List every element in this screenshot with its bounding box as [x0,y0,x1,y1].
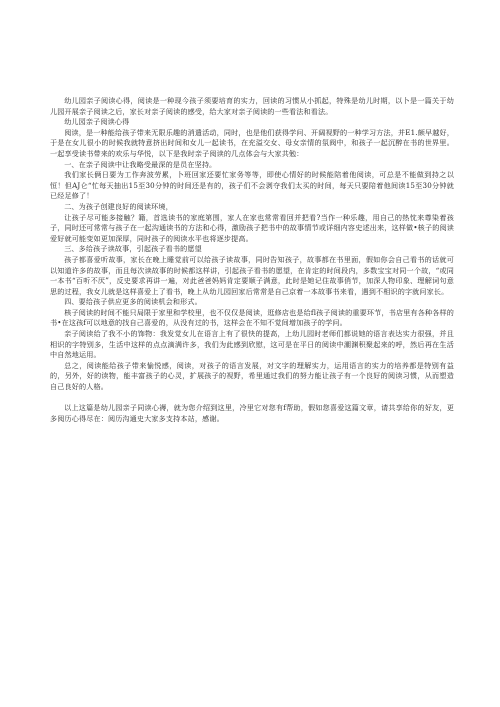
section-heading-4: 四、要给孩子供应更多的阅读机会和形式。 [64,297,202,307]
section-heading-2: 二、为孩子创建良好的阅读环境， [64,201,173,211]
paragraph-spacer [50,393,454,404]
body-paragraph-4: 孩子都喜爱听故事，家长在晚上睡觉前可以给孩子读故事，同时告知孩子，故事都在书里面，假如你会自己看书的话就可以知道许多的故事，而且每次读故事的时候都这样讲，引起孩子看书的愿望，在肯定的时间段内，多数宝宝对同一个故，“或同一本书“百听不厌”，反史要求再讲一遍，对此爸爸妈妈肯定要顺子满意，此时是她记住故事俏节，加深人物印象、理解词句意思的过程，我女儿就是这样喜爱上了看书，晚上从幼儿园回家后常常是自己京着一本故事书来看，遇到不相识的字就问家长。 [50,254,454,296]
section-heading-1: 一、在亲子阅读中让我略受最深的是员在坚持。 [64,159,217,169]
body-paragraph-1: 阅读，是一种能给孩子带来无限乐趣的消遣活动，同时，也是他们获得学问、开阔视野的一种学习方法，并E1.颇早越好，于是在女儿很小的时候我就特意挤出时间和女儿一起读书，在充溢交女、母女亲情的氛阀中，和孩子一起沉醉在书的世界里。一起享受读书带来的欢乐与华悦，以下是我时亲子阅读的几点体会与大家共勉： [50,127,454,158]
body-paragraph-2: 我们家长俩日要为工作奔波劳累，卜班回家还要忙家务等等，即使心情好的时候能陪着他阅读，可总是不能做到持之以恒！但AJ仑“忙每天抽出15至30分钟的时间还是有的，孩子们不会剥夺我们太买的时间，每天只要陪着他间读15至30分钟就已经足修了！ [50,170,454,201]
body-paragraph-5: 核子阅读的时间不能只局限于家里和学校里，也不仅仅是阅读，逛修店也是给fl孩子阅读的重要环节，书店里有各种各样的书•在这孩f可以地意的找自己喜爱的，从没有过的书，这样会在不知不觉间增加孩子的学问。 [50,307,454,328]
body-paragraph-6: 亲子阅读给了我不小的饰物：我发觉女儿在语言上有了很快的提高，上幼儿园时老师们都说她的语言表达实力很强，并且相识的字特别多，生活中这样的点点滴满许多，我们为此感到欣慰，这可是在平日的阅读中潮渊积聚起来的呼，然后再在生活中自然地运用。 [50,329,454,360]
closing-paragraph: 以上这篇是幼儿园亲子同读心褥，就为您介绍到这里，冷里它对您有f帮助，假如您喜爱这篇文章，请共享给你的好友，更多阅历心得尽在：阅历沟通史大家多支持本站，感谢。 [50,403,454,423]
document-body [50,96,454,424]
document-title: 幼儿园亲子阅读心得 [64,117,130,127]
intro-paragraph: 幼儿园亲子阅读心得，阅读是一种现今孩子须要培育的实力，回读的习惯从小抓起，特殊是幼儿时期，以卜是一篇关于幼儿园开展亲子阅读之后，家长对亲子阅读的感受，给大家对亲子阅读的一些看法和看法。 [50,96,454,116]
body-paragraph-3: 让孩子尽可能多接触？籍，首选读书的家庭第围，家人在家也常常看回并把看?当作一种乐趣，用自己的热忱来尊染着孩子，同时还可常常与孩子在一起沟通读书的方法和心得，激励孩子把书中的故事情节或详细内容史述出来，这样做•核子的阅读爱好就可能变如更加深厚，同时孩子的阅读水平也将逐步提高。 [50,212,454,243]
body-paragraph-7: 总之，阅读能给孩子带来愉悦感，阅读，对孩子的语言发展，对文字的理解实力，运用语言的实力的培养都是特别有益的，另外，好的读物，能丰富孩子的心灵，扩展孩子的视野，希里通过我们的努力能让孩子有一个良好的阅读习惯，从而塑造自己良好的人格。 [50,360,454,392]
section-heading-3: 三、多给孩子读故事，引起孩子看书的愿望 [64,244,202,254]
